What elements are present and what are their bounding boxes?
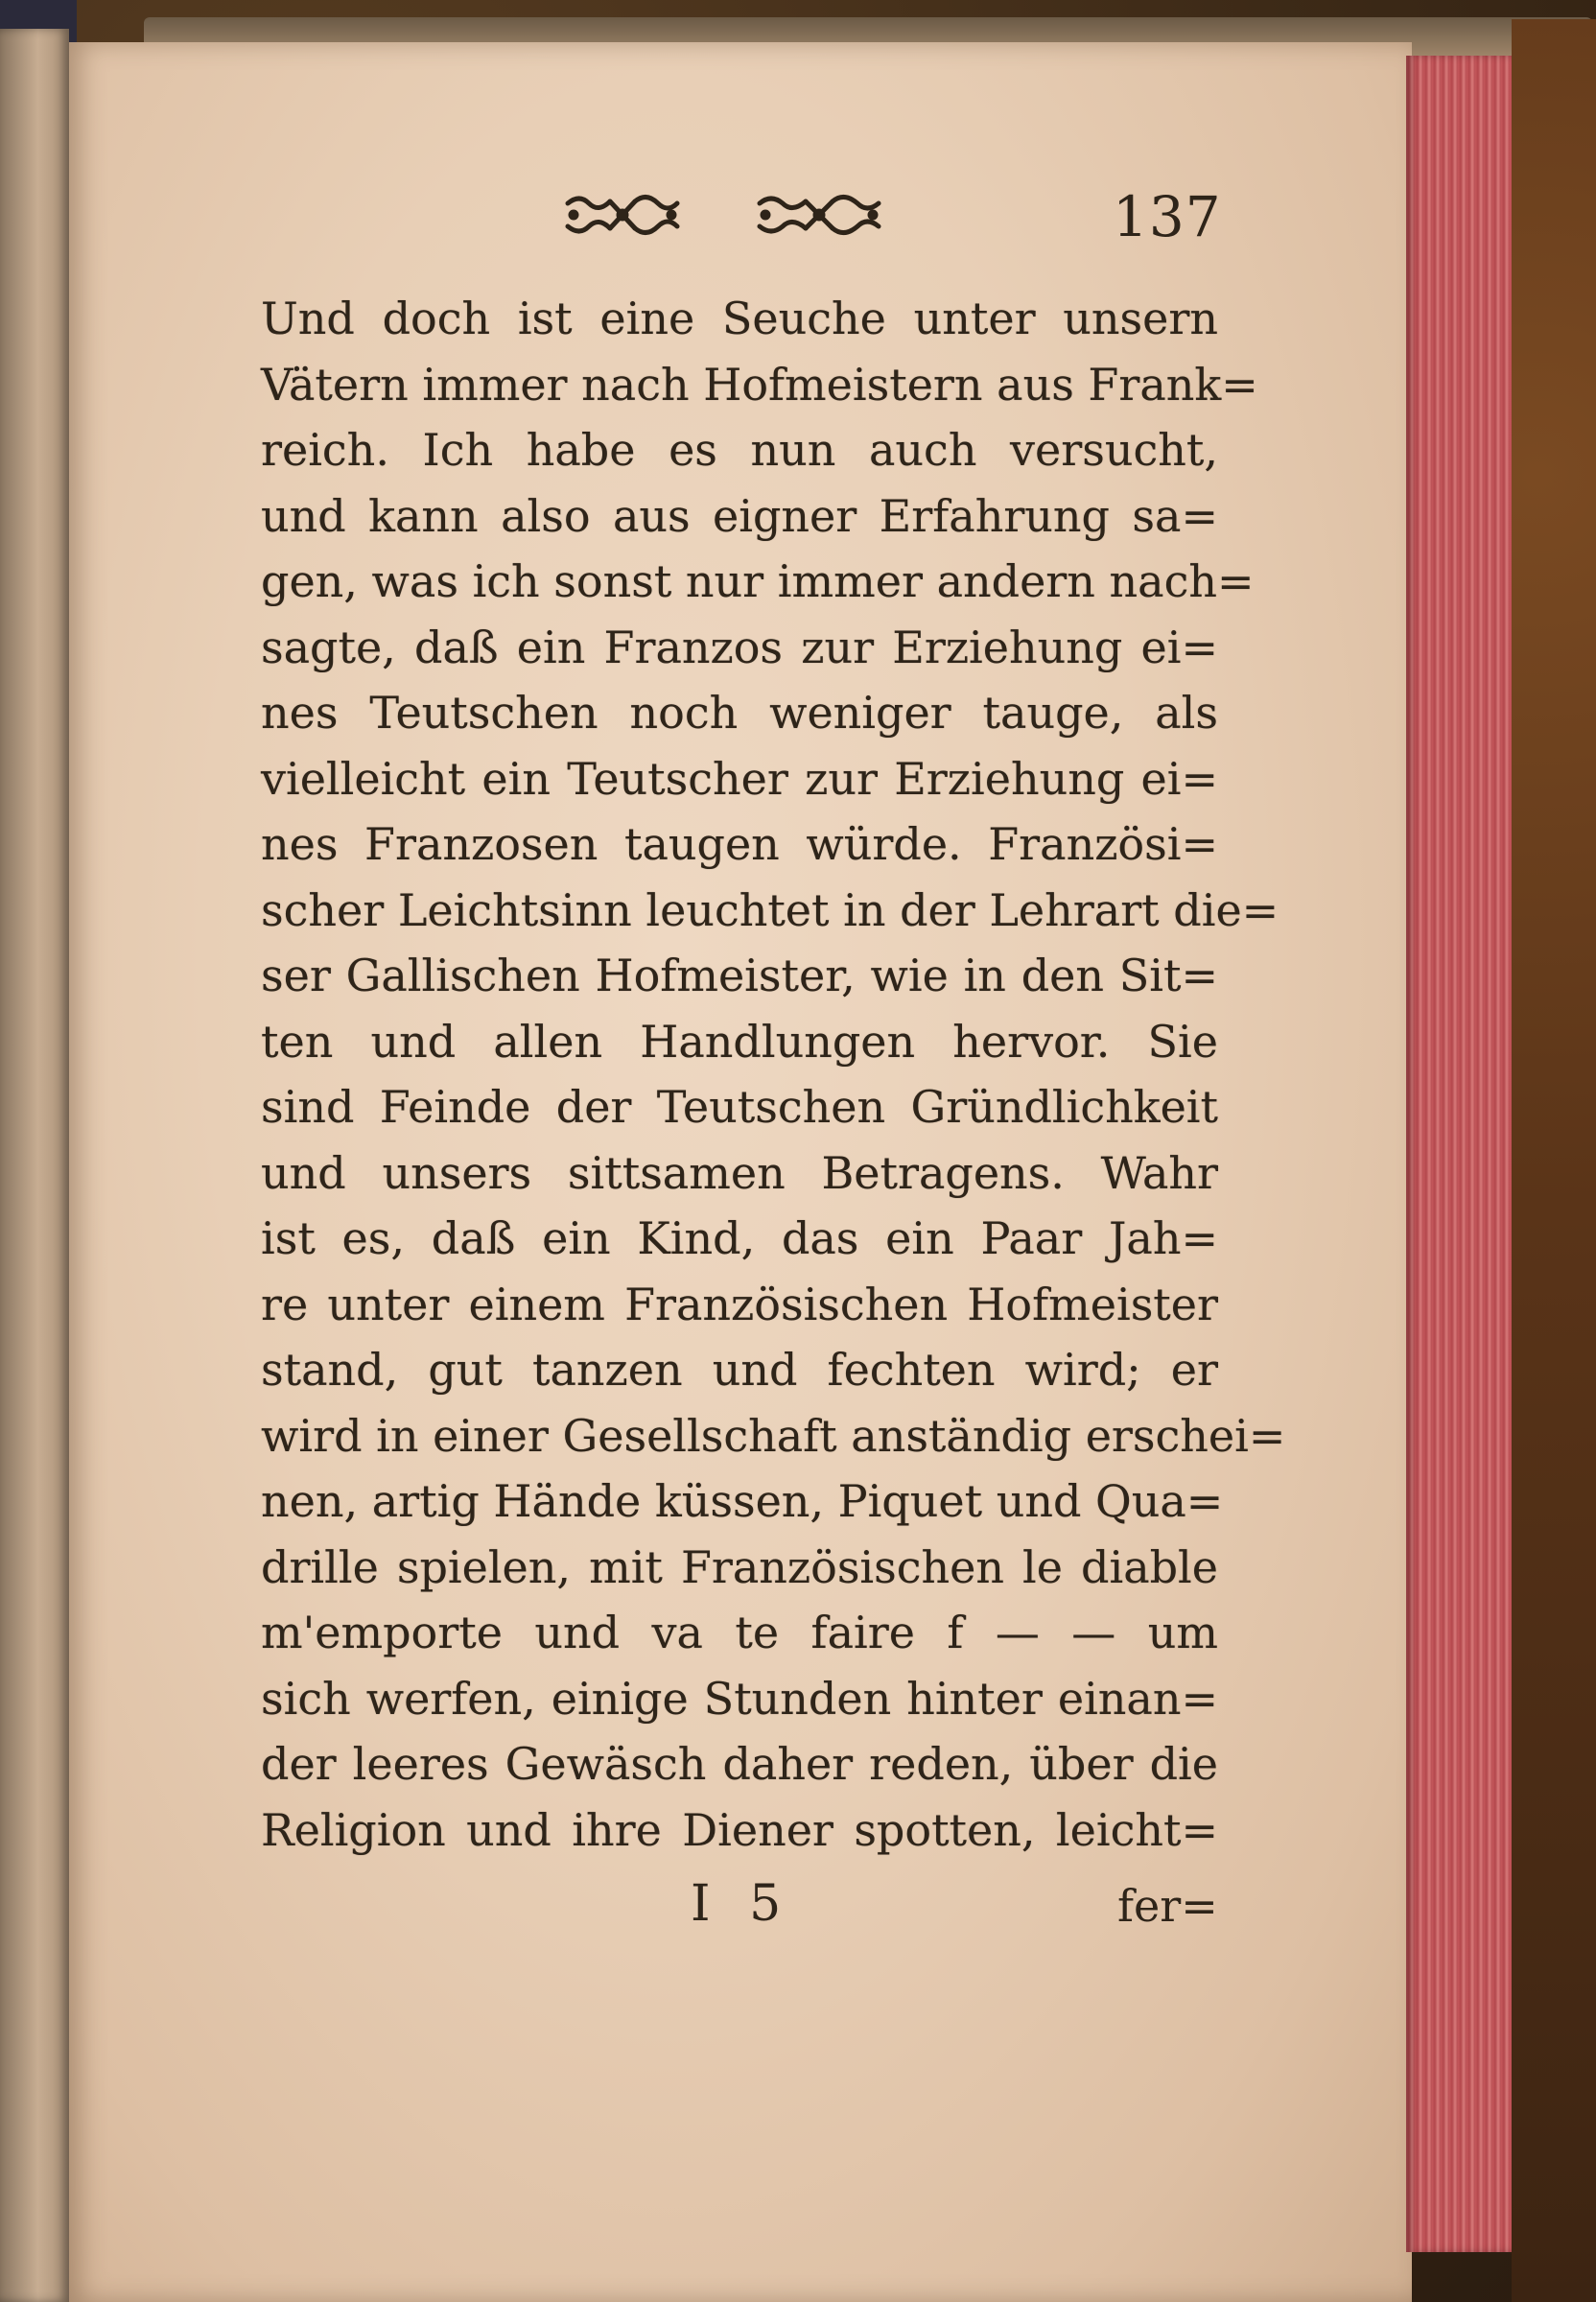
ornament-right-icon	[752, 190, 886, 238]
text-line: wird in einer Gesellschaft anständig erschei=	[261, 1409, 1286, 1462]
text-line: der leeres Gewäsch daher reden, über die	[261, 1738, 1218, 1790]
text-line: sagte, daß ein Franzos zur Erziehung ei=	[261, 621, 1218, 673]
text-line: nen, artig Hände küssen, Piquet und Qua=	[261, 1475, 1224, 1527]
text-line: und kann also aus eigner Erfahrung sa=	[261, 489, 1218, 542]
marbled-cover-right	[1512, 19, 1596, 2302]
text-line: nes Franzosen taugen würde. Französi=	[261, 818, 1218, 870]
text-line: gen, was ich sonst nur immer andern nach=	[261, 555, 1255, 607]
text-line: ten und allen Handlungen hervor. Sie	[261, 1015, 1218, 1068]
text-line: nes Teutschen noch weniger tauge, als	[261, 687, 1218, 739]
text-line: sich werfen, einige Stunden hinter einan=	[261, 1672, 1218, 1725]
text-line: Und doch ist eine Seuche unter unsern	[261, 293, 1218, 344]
text-line: re unter einem Französischen Hofmeister	[261, 1278, 1218, 1330]
text-line: vielleicht ein Teutscher zur Erziehung ei=	[261, 752, 1218, 805]
body-text	[261, 286, 1286, 1863]
text-line: drille spielen, mit Französischen le diable	[261, 1540, 1218, 1593]
signature-mark: I 5	[691, 1875, 793, 1933]
text-line: m'emporte und va te faire f — — um	[261, 1607, 1218, 1658]
text-line: stand, gut tanzen und fechten wird; er	[261, 1344, 1218, 1396]
ornament-left-icon	[560, 190, 685, 238]
text-line: ser Gallischen Hofmeister, wie in den Sit=	[261, 950, 1218, 1001]
page-header	[69, 173, 1412, 259]
text-line: sind Feinde der Teutschen Gründlichkeit	[261, 1081, 1218, 1133]
page-number: 137	[1113, 184, 1222, 249]
left-page-edge	[0, 29, 69, 2302]
text-line: reich. Ich habe es nun auch versucht,	[261, 424, 1218, 476]
text-line: scher Leichtsinn leuchtet in der Lehrart die=	[261, 883, 1279, 936]
red-page-edges	[1406, 56, 1512, 2252]
text-line: und unsers sittsamen Betragens. Wahr	[261, 1146, 1218, 1199]
text-line: Religion und ihre Diener spotten, leicht=	[261, 1803, 1218, 1856]
catchword: fer=	[1117, 1880, 1218, 1932]
text-line: ist es, daß ein Kind, das ein Paar Jah=	[261, 1212, 1218, 1264]
text-line: Vätern immer nach Hofmeistern aus Frank=	[261, 358, 1258, 411]
